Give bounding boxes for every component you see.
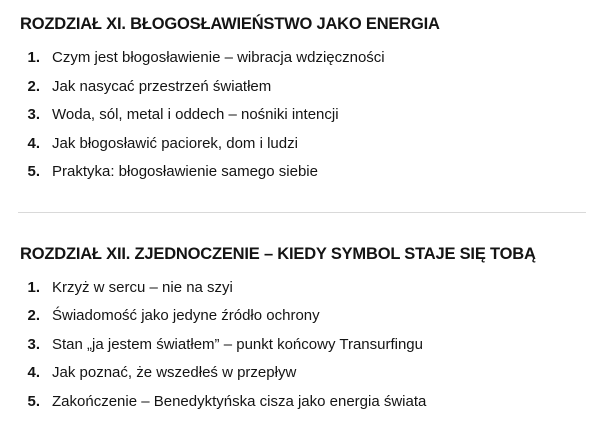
- list-item-number: 1.: [27, 49, 40, 66]
- list-item-number: 3.: [27, 335, 40, 353]
- chapter-heading: ROZDZIAŁ XI. BŁOGOSŁAWIEŃSTWO JAKO ENERGIA: [20, 15, 440, 33]
- chapter-section-11: [20, 13, 584, 187]
- list-item: [20, 73, 584, 102]
- list-item-text: Krzyż w sercu – nie na szyi: [52, 278, 233, 296]
- list-item-number: 4.: [27, 134, 40, 152]
- list-item-text: Jak poznać, że wszedłeś w przepływ: [52, 364, 297, 381]
- list-item-number: 5.: [27, 392, 40, 410]
- list-item-number: 4.: [27, 364, 40, 381]
- list-item: [20, 44, 584, 73]
- list-item-text: Jak nasycać przestrzeń światłem: [52, 77, 272, 95]
- list-item: [20, 130, 584, 159]
- chapter-item-list: [20, 274, 584, 417]
- chapter-section-12: [20, 243, 584, 417]
- list-item-text: Praktyka: błogosławienie samego siebie: [52, 163, 318, 180]
- list-item-text: Świadomość jako jedyne źródło ochrony: [52, 307, 320, 324]
- list-item-number: 2.: [27, 307, 40, 324]
- list-item-number: 1.: [27, 278, 40, 296]
- list-item-number: 3.: [27, 106, 40, 123]
- list-item: [20, 331, 584, 360]
- list-item-number: 2.: [27, 77, 40, 95]
- chapter-heading: ROZDZIAŁ XII. ZJEDNOCZENIE – KIEDY SYMBOL STAJE SIĘ TOBĄ: [20, 244, 536, 263]
- list-item-text: Zakończenie – Benedyktyńska cisza jako energia świata: [52, 392, 427, 410]
- list-item: [20, 274, 584, 303]
- list-item-text: Czym jest błogosławienie – wibracja wdzięczności: [52, 49, 385, 66]
- chapter-item-list: [20, 44, 584, 187]
- list-item: [20, 158, 584, 187]
- list-item: [20, 359, 584, 388]
- list-item-text: Jak błogosławić paciorek, dom i ludzi: [52, 134, 298, 152]
- list-item-number: 5.: [27, 163, 40, 180]
- list-item: [20, 302, 584, 331]
- list-item: [20, 388, 584, 417]
- list-item-text: Stan „ja jestem światłem” – punkt końcowy Transurfingu: [52, 335, 423, 353]
- list-item: [20, 101, 584, 130]
- section-divider: [18, 212, 586, 213]
- list-item-text: Woda, sól, metal i oddech – nośniki intencji: [52, 106, 339, 123]
